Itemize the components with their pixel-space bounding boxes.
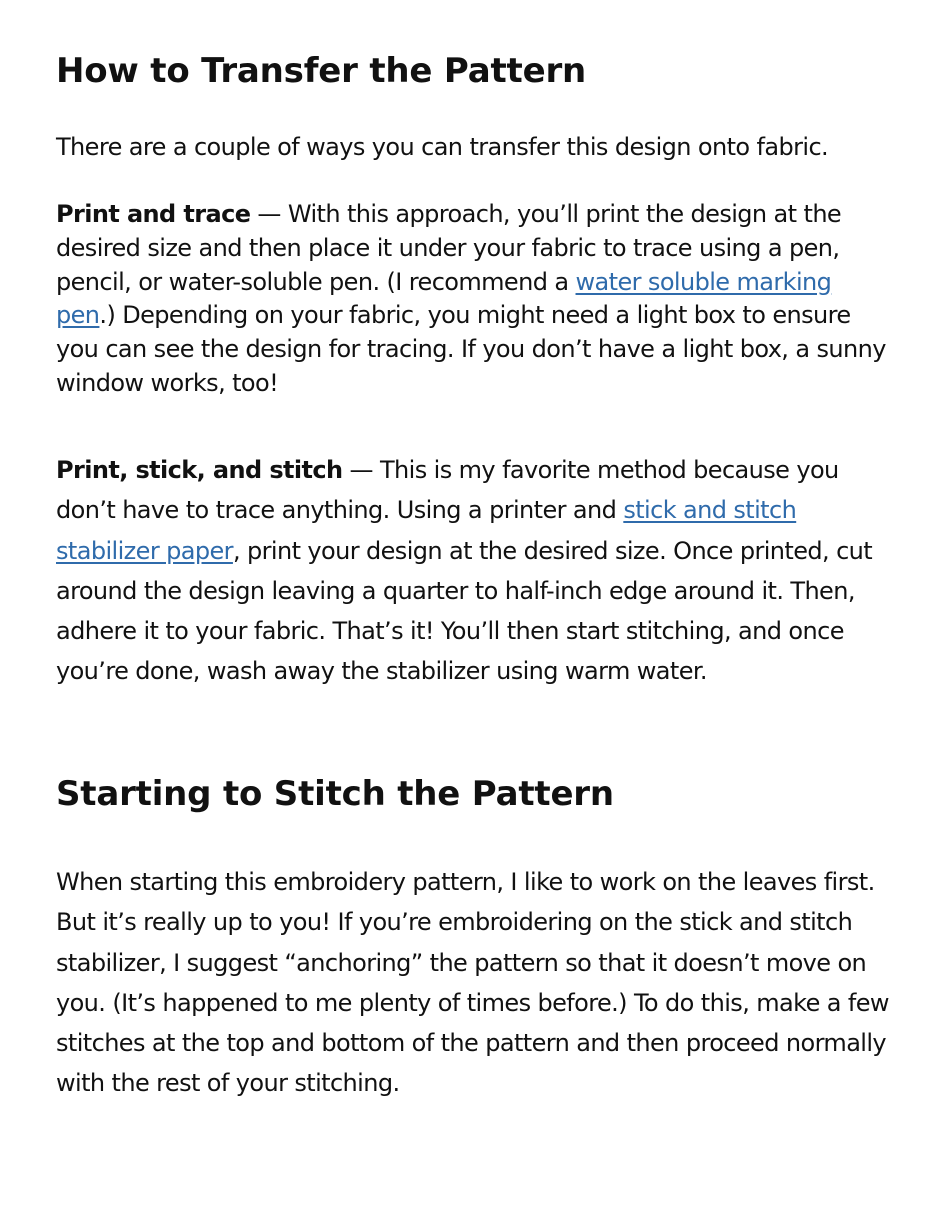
section-heading-transfer: How to Transfer the Pattern bbox=[56, 51, 587, 91]
method-print-stick-stitch bbox=[56, 450, 896, 692]
section-heading-starting: Starting to Stitch the Pattern bbox=[56, 774, 614, 814]
method-title: Print and trace bbox=[56, 200, 251, 228]
method-text-after-link: , print your design at the desired size. Once printed, cut around the design leaving a quarter to half-inch edge around it. Then, adhere it to your fabric. That’s it! You’ll then start stitching, and once you’re done, wash away the stabilizer using warm water. bbox=[56, 536, 873, 686]
stabilizer-paper-link[interactable]: stick and stitch stabilizer paper bbox=[56, 496, 797, 565]
method-title: Print, stick, and stitch bbox=[56, 456, 343, 484]
method-text: With this approach, you’ll print the design at the desired size and then place it under your fabric to trace using a pen, pencil, or water-soluble pen. (I recommend a bbox=[56, 200, 842, 296]
em-dash: — bbox=[342, 456, 380, 484]
em-dash: — bbox=[250, 200, 288, 228]
method-text-after-link: .) Depending on your fabric, you might need a light box to ensure you can see the design for tracing. If you don’t have a light box, a sunny window works, too! bbox=[56, 301, 886, 397]
method-text: This is my favorite method because you don’t have to trace anything. Using a printer and bbox=[56, 456, 839, 525]
starting-paragraph: When starting this embroidery pattern, I like to work on the leaves first. But it’s really up to you! If you’re embroidering on the stick and stitch stabilizer, I suggest “anchoring” the pattern so that it doesn’t move on you. (It’s happened to me plenty of times before.) To do this, make a few stitches at the top and bottom of the pattern and then proceed normally with the rest of your stitching. bbox=[56, 868, 889, 1098]
intro-paragraph: There are a couple of ways you can transfer this design onto fabric. bbox=[56, 133, 829, 161]
water-soluble-pen-link[interactable]: water soluble marking pen bbox=[56, 267, 832, 330]
method-print-and-trace bbox=[56, 198, 896, 401]
